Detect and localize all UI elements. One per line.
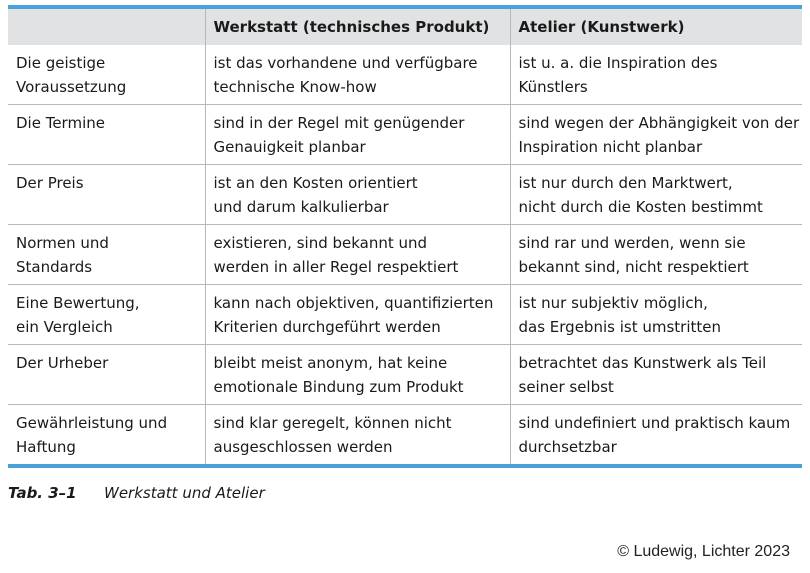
cell-text-line: Haftung — [16, 438, 76, 456]
cell-text-line: Kriterien durchgeführt werden — [213, 318, 441, 336]
table-row — [8, 105, 802, 165]
table-cell-atelier — [510, 105, 802, 165]
table-row — [8, 165, 802, 225]
cell-text-line: Standards — [16, 258, 93, 276]
table-cell-atelier — [510, 45, 802, 105]
table-cell-werkstatt — [205, 345, 510, 405]
cell-text-line: ist an den Kosten orientiert — [213, 174, 418, 192]
table-cell-atelier — [510, 345, 802, 405]
cell-text-line: kann nach objektiven, quantifizierten — [213, 294, 494, 312]
cell-text-line: Der Preis — [16, 174, 84, 192]
cell-text-line: ist nur subjektiv möglich, — [518, 294, 708, 312]
cell-text-line: ist nur durch den Marktwert, — [518, 174, 733, 192]
table-cell-werkstatt — [205, 225, 510, 285]
cell-text-line: nicht durch die Kosten bestimmt — [518, 198, 763, 216]
table-cell-aspect — [8, 45, 205, 105]
cell-text-line: Eine Bewertung, — [16, 294, 140, 312]
caption-label: Tab. 3–1 — [8, 484, 77, 502]
table-cell-werkstatt — [205, 105, 510, 165]
cell-text-line: Die Termine — [16, 114, 105, 132]
header-cell-werkstatt: Werkstatt (technisches Produkt) — [205, 9, 510, 45]
table-row — [8, 45, 802, 105]
cell-text-line: technische Know-how — [213, 78, 377, 96]
comparison-table — [8, 9, 802, 464]
cell-text-line: Normen und — [16, 234, 109, 252]
cell-text-line: Genauigkeit planbar — [213, 138, 366, 156]
table-cell-werkstatt — [205, 285, 510, 345]
table-caption — [8, 484, 265, 502]
table-cell-aspect — [8, 285, 205, 345]
cell-text-line: ausgeschlossen werden — [213, 438, 393, 456]
cell-text-line: sind undefiniert und praktisch kaum — [518, 414, 791, 432]
cell-text-line: Der Urheber — [16, 354, 109, 372]
table-row — [8, 405, 802, 465]
caption-text: Werkstatt und Atelier — [104, 484, 265, 502]
table-cell-atelier — [510, 405, 802, 465]
cell-text-line: Gewährleistung und — [16, 414, 168, 432]
cell-text-line: sind klar geregelt, können nicht — [213, 414, 452, 432]
cell-text-line: ist u. a. die Inspiration des — [518, 54, 718, 72]
table-row — [8, 285, 802, 345]
cell-text-line: durchsetzbar — [518, 438, 617, 456]
cell-text-line: Künstlers — [518, 78, 588, 96]
table-cell-aspect — [8, 345, 205, 405]
cell-text-line: sind in der Regel mit genügender — [213, 114, 465, 132]
table-row — [8, 345, 802, 405]
table-cell-werkstatt — [205, 165, 510, 225]
table-cell-aspect — [8, 165, 205, 225]
table-cell-aspect — [8, 405, 205, 465]
cell-text-line: emotionale Bindung zum Produkt — [213, 378, 464, 396]
table-row — [8, 225, 802, 285]
comparison-table-container — [8, 5, 802, 468]
header-cell-aspect — [8, 9, 205, 45]
cell-text-line: bleibt meist anonym, hat keine — [213, 354, 448, 372]
table-cell-aspect — [8, 105, 205, 165]
cell-text-line: Die geistige — [16, 54, 106, 72]
table-header-row — [8, 9, 802, 45]
cell-text-line: existieren, sind bekannt und — [213, 234, 428, 252]
header-cell-atelier: Atelier (Kunstwerk) — [510, 9, 802, 45]
cell-text-line: seiner selbst — [518, 378, 614, 396]
table-cell-atelier — [510, 225, 802, 285]
table-cell-aspect — [8, 225, 205, 285]
table-cell-werkstatt — [205, 45, 510, 105]
table-cell-atelier — [510, 285, 802, 345]
cell-text-line: Voraussetzung — [16, 78, 127, 96]
cell-text-line: sind wegen der Abhängigkeit von der — [518, 114, 800, 132]
cell-text-line: betrachtet das Kunstwerk als Teil — [518, 354, 767, 372]
copyright-notice: © Ludewig, Lichter 2023 — [617, 543, 790, 560]
cell-text-line: und darum kalkulierbar — [213, 198, 389, 216]
cell-text-line: ein Vergleich — [16, 318, 113, 336]
cell-text-line: sind rar und werden, wenn sie — [518, 234, 746, 252]
cell-text-line: bekannt sind, nicht respektiert — [518, 258, 749, 276]
cell-text-line: ist das vorhandene und verfügbare — [213, 54, 478, 72]
cell-text-line: werden in aller Regel respektiert — [213, 258, 459, 276]
cell-text-line: Inspiration nicht planbar — [518, 138, 703, 156]
table-cell-atelier — [510, 165, 802, 225]
table-cell-werkstatt — [205, 405, 510, 465]
cell-text-line: das Ergebnis ist umstritten — [518, 318, 721, 336]
